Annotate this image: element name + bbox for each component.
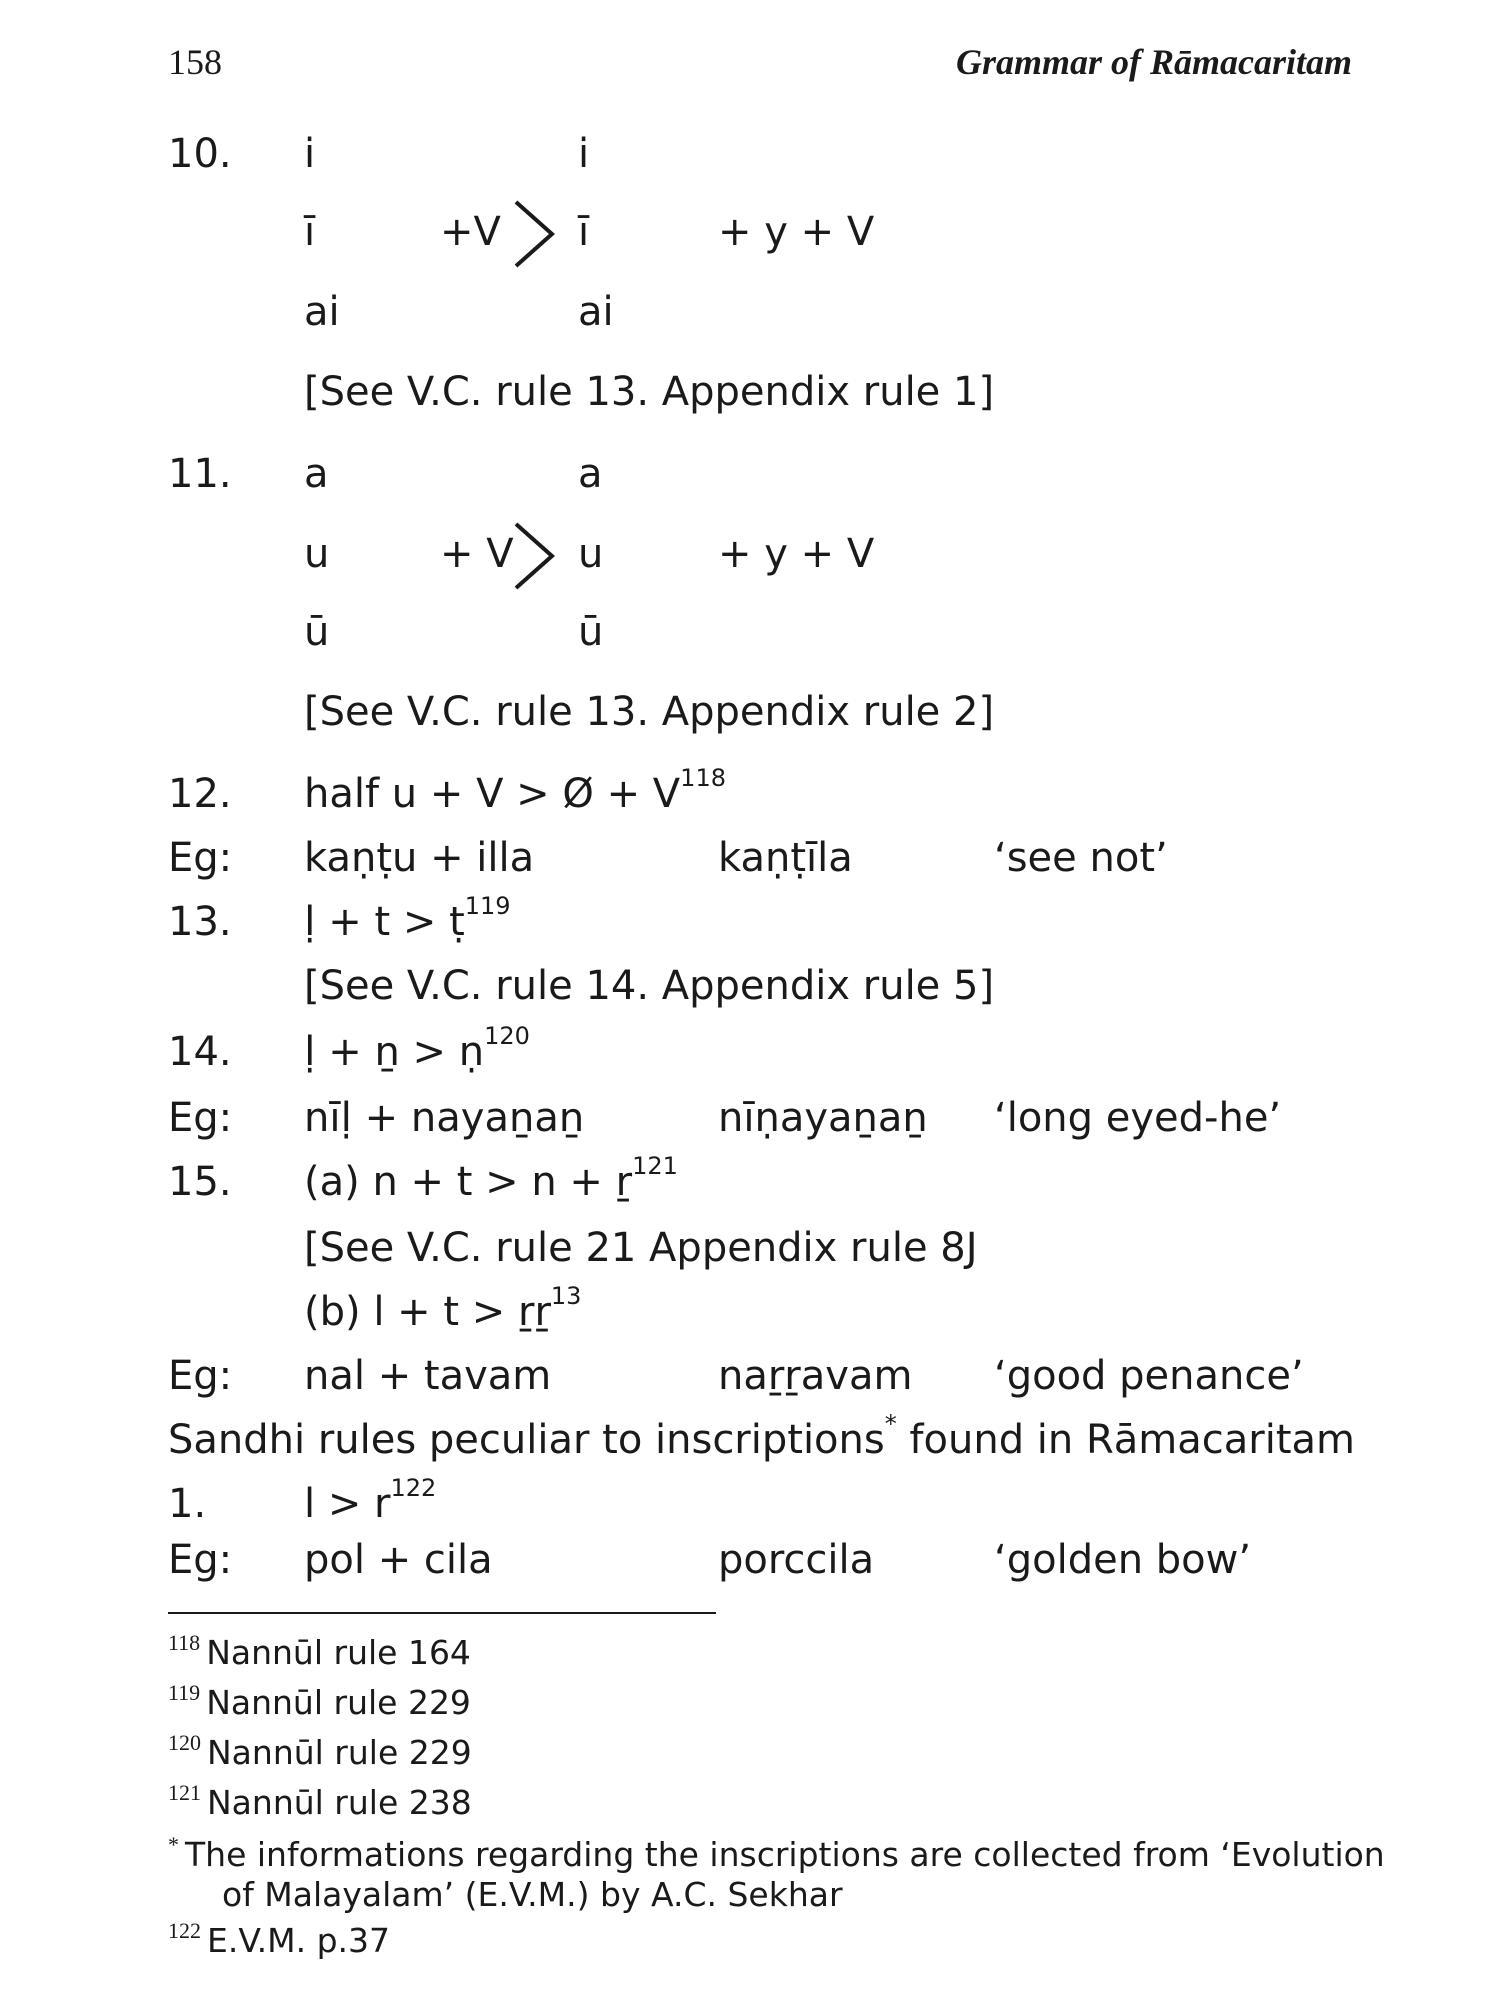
- rule-13-number: 13.: [168, 899, 232, 945]
- rule-11-reference: [See V.C. rule 13. Appendix rule 2]: [304, 689, 995, 735]
- rule-15-reference: [See V.C. rule 21 Appendix rule 8J: [304, 1225, 978, 1271]
- rule-11-right-1: a: [578, 451, 603, 497]
- rule-10-number: 10.: [168, 131, 232, 177]
- example-3-result: naṟṟavam: [718, 1353, 913, 1399]
- rule-11-operator: + V: [440, 531, 514, 577]
- rule-10-right-2: ī: [578, 209, 590, 255]
- example-2-result: nīṇayaṉaṉ: [718, 1095, 928, 1141]
- rule-10-reference: [See V.C. rule 13. Appendix rule 1]: [304, 369, 995, 415]
- rule-11-number: 11.: [168, 451, 232, 497]
- asterisk-footnote-ref: *: [884, 1410, 897, 1438]
- rule-11-left-2: u: [304, 531, 330, 577]
- footnote-ref-120: 120: [484, 1022, 530, 1050]
- example-4-source: pol + cila: [304, 1537, 493, 1583]
- footnote-120: $^{120}$ Nannūl rule 229: [168, 1730, 472, 1772]
- footnote-118: $^{118}$ Nannūl rule 164: [168, 1630, 471, 1672]
- rule-14-formula: ḷ + ṉ > ṇ$^{120}$: [304, 1022, 530, 1075]
- example-label: Eg:: [168, 1537, 233, 1583]
- footnote-divider: [168, 1612, 716, 1614]
- rule-11-left-3: ū: [304, 609, 330, 655]
- footnote-122: $^{122}$ E.V.M. p.37: [168, 1918, 391, 1960]
- example-4-gloss: ‘golden bow’: [994, 1537, 1252, 1583]
- rule-11-right-3: ū: [578, 609, 604, 655]
- rule-10-left-3: ai: [304, 289, 340, 335]
- footnote-asterisk-continuation: of Malayalam’ (E.V.M.) by A.C. Sekhar: [222, 1875, 843, 1914]
- rule-14-number: 14.: [168, 1029, 232, 1075]
- rule-10-greater-than-sign: [512, 198, 558, 270]
- footnote-asterisk: * The informations regarding the inscriptions are collected from ‘Evolution: [168, 1832, 1385, 1874]
- footnote-121: $^{121}$ Nannūl rule 238: [168, 1780, 472, 1822]
- rule-11-left-1: a: [304, 451, 329, 497]
- example-label: Eg:: [168, 835, 233, 881]
- example-1-result: kaṇṭīla: [718, 835, 853, 881]
- example-2-source: nīḷ + nayaṉaṉ: [304, 1095, 585, 1141]
- example-3-gloss: ‘good penance’: [994, 1353, 1304, 1399]
- inscription-rule-1-formula: $l > r^{122}$: [304, 1474, 437, 1527]
- rule-10-right-1: i: [578, 131, 590, 177]
- rule-11-right-2: u: [578, 531, 604, 577]
- footnote-ref-121: 121: [632, 1152, 678, 1180]
- rule-13-reference: [See V.C. rule 14. Appendix rule 5]: [304, 963, 995, 1009]
- rule-10-result: + y + V: [718, 209, 875, 255]
- example-1-gloss: ‘see not’: [994, 835, 1168, 881]
- example-label: Eg:: [168, 1353, 233, 1399]
- example-3-source: nal + tavam: [304, 1353, 552, 1399]
- footnote-ref-13: 13: [550, 1282, 582, 1310]
- rule-11-greater-than-sign: [512, 520, 558, 592]
- page-number: 158: [168, 42, 222, 82]
- footnote-ref-119: 119: [464, 892, 511, 920]
- running-title: Grammar of Rāmacaritam: [955, 42, 1352, 82]
- example-1-source: kaṇṭu + illa: [304, 835, 535, 881]
- section-heading: Sandhi rules peculiar to inscriptions* found in Rāmacaritam: [168, 1410, 1355, 1463]
- rule-10-left-1: i: [304, 131, 316, 177]
- rule-12-formula: half u + V > Ø + $V^{118}$: [304, 764, 726, 817]
- inscription-rule-1-number: 1.: [168, 1481, 207, 1527]
- example-label: Eg:: [168, 1095, 233, 1141]
- rule-12-number: 12.: [168, 771, 232, 817]
- rule-15a-formula: (a) n + t > n + ṟ$^{121}$: [304, 1152, 678, 1205]
- example-2-gloss: ‘long eyed-he’: [994, 1095, 1282, 1141]
- footnote-119: $^{119}$ Nannūl rule 229: [168, 1680, 471, 1722]
- rule-15b-formula: (b) l + t > ṟṟ$^{13}$: [304, 1282, 582, 1335]
- rule-10-right-3: ai: [578, 289, 614, 335]
- footnote-ref-118: 118: [680, 764, 726, 792]
- rule-13-formula: ḷ + t > ṭ$^{119}$: [304, 892, 511, 945]
- rule-10-operator: +V: [440, 209, 501, 255]
- footnote-ref-122: 122: [390, 1474, 437, 1502]
- rule-10-left-2: ī: [304, 209, 316, 255]
- example-4-result: porccila: [718, 1537, 875, 1583]
- rule-11-result: + y + V: [718, 531, 875, 577]
- rule-15-number: 15.: [168, 1159, 232, 1205]
